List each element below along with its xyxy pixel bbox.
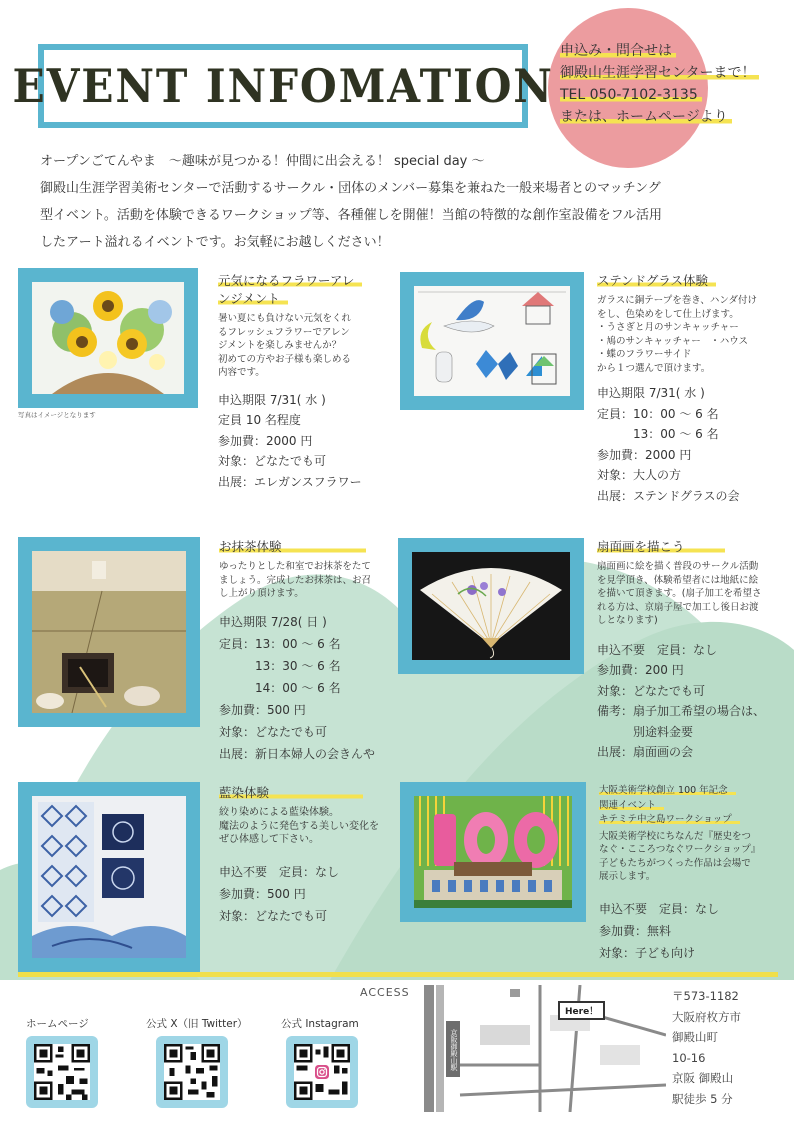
qr-homepage-label: ホームページ xyxy=(26,1018,89,1030)
event-matcha-desc: ゆったりとした和室でお抹茶をたて ましょう。完成したお抹茶は、お召 し上がり頂けます。 xyxy=(219,561,372,599)
event-fan xyxy=(597,538,789,763)
intro-line-3: 型イベント。活動を体験できるワークショップ等、各種催しを開催！当館の特徴的な創作室設備をフル活用 xyxy=(40,208,663,223)
event-art100-details: 申込不要 定員：なし 参加費：無料 対象：子ども向け xyxy=(599,901,720,960)
contact-line-1: 申込み・問合せは xyxy=(560,43,676,59)
homepage-qr-code[interactable] xyxy=(26,1036,98,1108)
matcha-photo-frame xyxy=(18,537,200,727)
event-fan-details: 申込不要 定員：なし 参加費：200 円 対象：どなたでも可 備考：扇子加工希望の場合は、 別途料金要 出展：扇面画の会 xyxy=(597,642,766,759)
event-fan-title: 扇面画を描こう xyxy=(597,538,725,556)
x-qr-code[interactable] xyxy=(156,1036,228,1108)
event-stained-glass-title: ステンドグラス体験 xyxy=(597,272,716,290)
access-label: ACCESS xyxy=(360,986,410,999)
contact-info xyxy=(560,40,759,128)
map-station-label: 京阪御殿山駅 xyxy=(450,1029,458,1071)
contact-line-4: または、ホームページより xyxy=(560,109,732,125)
event-flower xyxy=(218,272,388,492)
fan-photo-frame xyxy=(398,538,584,674)
stained-glass-photo-frame xyxy=(400,272,584,410)
qr-x-label: 公式 X（旧 Twitter） xyxy=(146,1018,248,1030)
title-box xyxy=(12,44,554,128)
here-marker: Here！ xyxy=(558,1001,605,1020)
flower-photo-frame xyxy=(18,268,198,408)
event-indigo-desc: 絞り染めによる藍染体験。 魔法のように発色する美しい変化を ぜひ体感して下さい。 xyxy=(219,807,379,845)
event-art100-desc: 大阪美術学校にちなんだ『歴史をつ なぐ・こころつなぐワークショップ』 子どもたちがつくった作品は会場で 展示します。 xyxy=(599,830,761,882)
event-matcha-title: お抹茶体験 xyxy=(219,538,366,556)
photo-note: 写真はイメージとなります xyxy=(18,411,96,419)
contact-line-2: 御殿山生涯学習センターまで！ xyxy=(560,65,759,81)
intro-text xyxy=(40,148,760,256)
art100-photo xyxy=(414,796,572,908)
event-flower-desc: 暑い夏にも負けない元気をくれ るフレッシュフラワーでアレン ジメントを楽しみませんか？ 初めての方やお子様も楽しめる 内容です。 xyxy=(218,313,352,378)
event-stained-glass-desc: ガラスに銅テープを巻き、ハンダ付け をし、色染めをして仕上げます。 ・うさぎと月のサンキャッチャー ・鳩のサンキャッチャー ・ハウス ・蝶のフラワーサイド から１つ選んで頂けます。 xyxy=(597,295,757,374)
event-flower-title: 元気になるフラワーアレ ンジメント xyxy=(218,272,362,308)
indigo-photo-frame xyxy=(18,782,200,972)
instagram-icon xyxy=(315,1065,329,1079)
matcha-photo xyxy=(32,551,186,713)
event-indigo-details: 申込不要 定員：なし 参加費：500 円 対象：どなたでも可 xyxy=(219,864,340,923)
instagram-qr-code[interactable] xyxy=(286,1036,358,1108)
event-flower-details: 申込期限 7/31( 水 ) 定員 10 名程度 参加費：2000 円 対象：どなたでも可 出展：エレガンスフラワー xyxy=(218,392,362,489)
event-indigo-title: 藍染体験 xyxy=(219,784,363,802)
contact-phone: TEL 050-7102-3135 xyxy=(560,87,702,103)
intro-line-1: オープンごてんやま ～趣味が見つかる！仲間に出会える！ special day ～ xyxy=(40,154,485,169)
intro-line-4: したアート溢れるイベントです。お気軽にお越しください！ xyxy=(40,235,390,250)
event-fan-desc: 扇面画に絵を描く普段のサークル活動 を見学頂き、体験希望者には地紙に絵 を描いて頂きます。(扇子加工を希望さ れる方は、京扇子屋で加工し後日お渡 しとなります) xyxy=(597,561,762,626)
event-indigo xyxy=(219,784,399,927)
event-art100 xyxy=(599,784,789,964)
fan-photo xyxy=(412,552,570,660)
stained-glass-photo xyxy=(414,286,570,396)
address: 〒573-1182 大阪府枚方市 御殿山町 10-16 京阪 御殿山 駅徒歩 5 分 xyxy=(672,989,741,1106)
indigo-photo xyxy=(32,796,186,958)
event-stained-glass xyxy=(597,272,787,506)
event-matcha-details: 申込期限 7/28( 日 ) 定員：13：00 ～ 6 名 13：30 ～ 6 名 14：00 ～ 6 名 参加費：500 円 対象：どなたでも可 出展：新日本婦人の会きんや xyxy=(219,614,376,761)
event-art100-title: 大阪美術学校創立 100 年記念 関連イベント キテミテ中之島ワークショップ xyxy=(599,784,740,828)
bottom-divider xyxy=(18,972,778,977)
event-stained-glass-details: 申込期限 7/31( 水 ) 定員：10：00 ～ 6 名 13：00 ～ 6 名 参加費：2000 円 対象：大人の方 出展：ステンドグラスの会 xyxy=(597,386,740,503)
flower-photo xyxy=(32,282,184,394)
access-map[interactable] xyxy=(420,985,666,1112)
qr-instagram-label: 公式 Instagram xyxy=(281,1018,359,1030)
intro-line-2: 御殿山生涯学習美術センターで活動するサークル・団体のメンバー募集を兼ねた一般来場者とのマッチング xyxy=(40,181,661,196)
page-title: EVENT INFOMATION xyxy=(12,59,554,113)
event-matcha xyxy=(219,538,399,765)
art100-photo-frame xyxy=(400,782,586,922)
